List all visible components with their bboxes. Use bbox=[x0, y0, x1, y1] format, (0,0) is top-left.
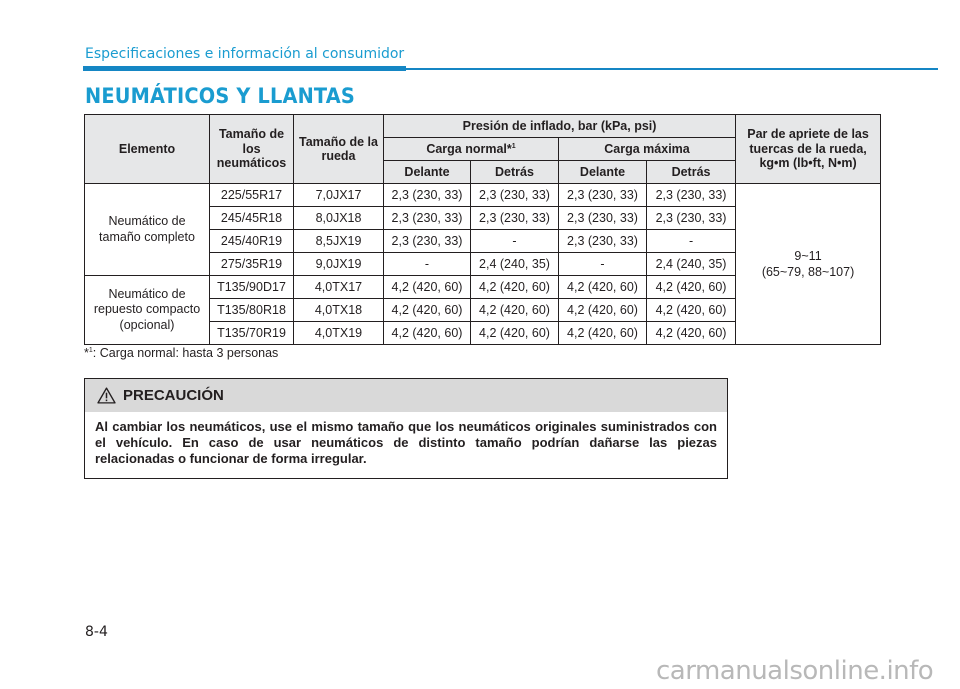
carga-normal-text: Carga normal* bbox=[426, 141, 512, 156]
table-cell: 2,3 (230, 33) bbox=[559, 184, 647, 207]
caution-box bbox=[84, 378, 728, 479]
table-cell: 4,2 (420, 60) bbox=[559, 299, 647, 322]
table-cell: 4,2 (420, 60) bbox=[647, 299, 736, 322]
page-title: NEUMÁTICOS Y LLANTAS bbox=[85, 84, 356, 108]
header-tamano-neumaticos: Tamaño de los neumáticos bbox=[210, 115, 294, 184]
table-cell: - bbox=[384, 253, 471, 276]
table-cell: 2,3 (230, 33) bbox=[471, 207, 559, 230]
warning-triangle-icon bbox=[97, 387, 116, 404]
header-carga-normal bbox=[384, 138, 559, 161]
table-cell: 275/35R19 bbox=[210, 253, 294, 276]
header-rule-thick bbox=[83, 66, 406, 71]
header-delante: Delante bbox=[559, 161, 647, 184]
table-cell: 4,0TX17 bbox=[294, 276, 384, 299]
torque-lbft-nm: (65~79, 88~107) bbox=[761, 265, 855, 279]
page-number: 8-4 bbox=[85, 624, 108, 640]
table-cell: 245/40R19 bbox=[210, 230, 294, 253]
table-cell: 225/55R17 bbox=[210, 184, 294, 207]
table-cell: T135/70R19 bbox=[210, 322, 294, 345]
header-delante: Delante bbox=[384, 161, 471, 184]
table-cell: 8,0JX18 bbox=[294, 207, 384, 230]
table-cell: 4,0TX19 bbox=[294, 322, 384, 345]
table-cell: T135/80R18 bbox=[210, 299, 294, 322]
table-cell: 4,2 (420, 60) bbox=[559, 322, 647, 345]
footnote-marker-number: 1 bbox=[88, 346, 93, 354]
header-elemento: Elemento bbox=[85, 115, 210, 184]
tire-spec-table bbox=[84, 114, 881, 345]
table-cell: 4,2 (420, 60) bbox=[471, 276, 559, 299]
table-cell: 4,2 (420, 60) bbox=[384, 322, 471, 345]
table-cell: 2,4 (240, 35) bbox=[647, 253, 736, 276]
table-cell: 2,3 (230, 33) bbox=[384, 207, 471, 230]
watermark: carmanualsonline.info bbox=[656, 656, 934, 686]
group-label-compact-spare: Neumático de repuesto compacto (opcional) bbox=[85, 276, 210, 345]
table-cell: 4,2 (420, 60) bbox=[647, 276, 736, 299]
table-cell: - bbox=[647, 230, 736, 253]
table-cell: 4,2 (420, 60) bbox=[384, 276, 471, 299]
table-cell: 4,0TX18 bbox=[294, 299, 384, 322]
table-cell: 2,3 (230, 33) bbox=[647, 207, 736, 230]
table-cell: 4,2 (420, 60) bbox=[471, 299, 559, 322]
group-label-full-size: Neumático de tamaño completo bbox=[85, 184, 210, 276]
table-cell: 2,3 (230, 33) bbox=[471, 184, 559, 207]
header-detras: Detrás bbox=[471, 161, 559, 184]
footnote-marker: * bbox=[84, 346, 89, 360]
torque-kgm: 9~11 bbox=[794, 249, 822, 263]
torque-value bbox=[736, 184, 881, 345]
caution-text: Al cambiar los neumáticos, use el mismo tamaño que los neumáticos originales suministrados con el vehículo. En caso de usar neumáticos de distinto tamaño podrían dañarse las piezas relacionadas o funcionar de forma irregular. bbox=[95, 419, 717, 466]
table-cell: 4,2 (420, 60) bbox=[471, 322, 559, 345]
table-cell: 2,3 (230, 33) bbox=[384, 230, 471, 253]
header-tamano-rueda: Tamaño de la rueda bbox=[294, 115, 384, 184]
table-cell: 4,2 (420, 60) bbox=[647, 322, 736, 345]
table-cell: 2,3 (230, 33) bbox=[559, 207, 647, 230]
table-cell: 2,3 (230, 33) bbox=[384, 184, 471, 207]
table-cell: 245/45R18 bbox=[210, 207, 294, 230]
caution-header bbox=[85, 379, 727, 412]
header-detras: Detrás bbox=[647, 161, 736, 184]
footnote-text: : Carga normal: hasta 3 personas bbox=[92, 346, 279, 360]
header-carga-maxima: Carga máxima bbox=[559, 138, 736, 161]
table-cell: T135/90D17 bbox=[210, 276, 294, 299]
table-cell: 2,3 (230, 33) bbox=[559, 230, 647, 253]
table-cell: 2,4 (240, 35) bbox=[471, 253, 559, 276]
table-cell: 4,2 (420, 60) bbox=[559, 276, 647, 299]
table-cell: 9,0JX19 bbox=[294, 253, 384, 276]
table-cell: 4,2 (420, 60) bbox=[384, 299, 471, 322]
header-par-apriete: Par de apriete de las tuercas de la rueda, kg•m (lb•ft, N•m) bbox=[736, 115, 881, 184]
caution-title: PRECAUCIÓN bbox=[123, 387, 224, 404]
header-presion: Presión de inflado, bar (kPa, psi) bbox=[384, 115, 736, 138]
header-rule-thin bbox=[406, 68, 938, 70]
footnote bbox=[84, 346, 278, 360]
table-cell: - bbox=[471, 230, 559, 253]
table-cell: - bbox=[559, 253, 647, 276]
carga-normal-footnote-mark: 1 bbox=[511, 142, 516, 150]
table-cell: 2,3 (230, 33) bbox=[647, 184, 736, 207]
table-cell: 7,0JX17 bbox=[294, 184, 384, 207]
table-row bbox=[85, 184, 881, 207]
section-header: Especificaciones e información al consumidor bbox=[85, 46, 405, 62]
table-cell: 8,5JX19 bbox=[294, 230, 384, 253]
